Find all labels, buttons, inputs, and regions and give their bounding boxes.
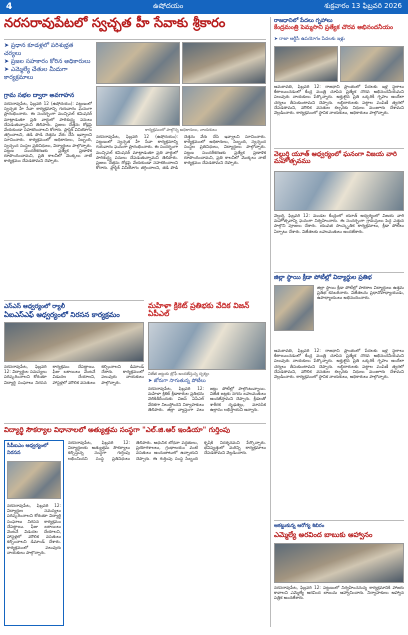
side-low-photo (274, 285, 314, 331)
bottom-left-photo (7, 461, 61, 499)
main-body-col1: నరసరావుపేట, ఫిబ్రవరి 12 (ఉషోదయం): పట్టణంలో స్వచ్ఛత హీ సేవా కార్యక్రమాన్ని గురువారం ఘనంగా ప్రారంభించారు. ఈ సందర్భంగా మున్సిపల్ కమిషనర్ మాట్లాడుతూ ప్రతి వార్డులో పారిశుద్ధ్య పనులు చేపడుతున్నామని తెలిపారు. ప్రజలు చెత్తను రోడ్లపై వేయకుండా సహకరించాలని కోరారు. ప్లాస్టిక్ వినియోగం తగ్గించాలని, తడి పొడి చెత్తను వేరు చేసి ఇవ్వాలని సూచించారు. కార్యక్రమంలో అధికారులు, సిబ్బంది, స్వచ్ఛంద సంస్థల ప్రతినిధులు, విద్యార్థులు పాల్గొన్నారు. పట్టణ సుందరీకరణకు ప్రత్యేక ప్రణాళిక రూపొందించామని, ప్రతి కాలనీలో మొక్కలు నాటే కార్యక్రమం చేపడతామని చెప్పారు. (4, 101, 92, 164)
side-low-headline: జిల్లా స్థాయి క్రీడా పోటీల్లో విద్యార్థుల ప్రతిభ (274, 274, 372, 281)
main-photo-2 (182, 42, 266, 84)
side-mid-photo (274, 171, 404, 211)
divider (4, 300, 144, 301)
main-bullet: ➤ ప్రధాన కూడళ్లలో పరిశుభ్రత చర్యలు (4, 42, 74, 57)
side-top-photo-1 (274, 46, 338, 82)
bottom-headline: విద్యార్థి సౌకర్యాల విధానాలలో అత్యుత్తమ సంస్థగా "ఎల్.జి.ఆర్ ఇండియా" గుర్తింపు (4, 425, 230, 434)
main-photo-4 (182, 86, 266, 126)
divider (4, 423, 266, 424)
side-bottom-body: నరసరావుపేట, ఫిబ్రవరి 12: పట్టణంలో నిర్వహించనున్న కార్యక్రమానికి హాజరు కావాలని ఎమ్మెల్యే అరవింద బాబును ఆహ్వానించారు. నిర్వాహకులు ఆహ్వాన పత్రిక అందజేశారు. (274, 585, 404, 601)
bottom-left-box-title: సీపీఐఎం ఆధ్వర్యంలో నిరసన (7, 443, 49, 456)
cricket-caption: విజేత జట్టుకు ట్రోఫీ అందజేస్తున్న దృశ్యం (148, 371, 210, 376)
left-mid-photo (4, 322, 144, 362)
date-line: శుక్రవారం 13 ఫిబ్రవరి 2026 (324, 2, 402, 10)
column-divider (270, 17, 271, 627)
cricket-photo (148, 322, 266, 370)
main-bullets (4, 42, 92, 90)
divider (274, 272, 404, 273)
side-top-photo-2 (340, 46, 404, 82)
side-top-headline: కేంద్రమంత్రి పెమ్మసాని ప్రత్యేక చొరవ అభినందనీయం (274, 24, 394, 31)
main-headline: నరసరావుపేటలో స్వచ్ఛత హీ సేవాకు శ్రీకారం (4, 16, 226, 31)
main-photo-1 (96, 42, 180, 84)
bottom-body: నరసరావుపేట, ఫిబ్రవరి 12: విద్యార్థులకు అత్యుత్తమ సౌకర్యాలు కల్పిస్తున్న సంస్థగా గుర్తింపు లభించిందని సంస్థ ప్రతినిధులు తెలిపారు. ఆధునిక బోధనా పద్ధతులు, ప్రయోగశాలలు, గ్రంథాలయం వంటి వసతులు అందుబాటులో ఉన్నాయని చెప్పారు. ఈ గుర్తింపు సంస్థ సిబ్బంది కృషికి నిదర్శనమని పేర్కొన్నారు. భవిష్యత్తులో మరిన్ని కార్యక్రమాలు చేపడతామని వెల్లడించారు. (68, 440, 266, 461)
side-top-kicker: రాజధానిలో పేదలు గృహాలు (274, 18, 333, 24)
cricket-headline: మహిళా క్రికెట్ ప్రతిభకు వేదిక విజన్ ఏపీఎల్ (148, 301, 250, 319)
masthead: ఉషోదయం (153, 2, 184, 10)
left-mid-headline: ఏఐఎస్ఎఫ్ ఆధ్వర్యంలో నిరసన కార్యక్రమం (4, 310, 120, 319)
bottom-left-body: నరసరావుపేట, ఫిబ్రవరి 12: విద్యార్థుల సమస్యలు పరిష్కరించాలని కోరుతూ విద్యార్థి సంఘాలు నిరసన కార్యక్రమం చేపట్టాయి. ఫీజు బకాయిలు వెంటనే విడుదల చేయాలని, హాస్టళ్లలో మౌలిక వసతులు కల్పించాలని డిమాండ్ చేశారు. కార్యక్రమంలో పలువురు నాయకులు పాల్గొన్నారు. (7, 503, 61, 555)
cricket-sub: ➤ జోరుగా సాగుతున్న పోటీలు (148, 378, 206, 384)
side-top-body: అమరావతి, ఫిబ్రవరి 12: రాజధాని ప్రాంతంలో పేదలకు ఇళ్ల స్థలాలు కేటాయించడంలో కేంద్ర మంత్రి చూపిన ప్రత్యేక చొరవ అభినందనీయమని పలువురు నాయకులు పేర్కొన్నారు. అర్హులైన ప్రతి ఒక్కరికీ గృహం అందేలా చర్యలు తీసుకుంటామని చెప్పారు. లబ్ధిదారులకు పట్టాల పంపిణీ త్వరలో చేపడతామని, మౌలిక వసతుల కల్పనకు నిధులు మంజూరు చేశామని వెల్లడించారు. కార్యక్రమంలో స్థానిక నాయకులు, అధికారులు పాల్గొన్నారు. (274, 84, 404, 116)
main-photo-caption: కార్యక్రమంలో పాల్గొన్న అధికారులు, నాయకులు (145, 127, 217, 132)
main-subheading: గ్రామ సభల ద్వారా అవగాహన (4, 92, 75, 99)
side-top-byline: ➤ రాజా ఆర్టీసీ ఉపయోగం పేదలకు ఇళ్లు (274, 37, 345, 42)
top-bar (0, 0, 408, 14)
side-bottom-kicker: ఆకట్టుకున్న ఆరోగ్య శిబిరం (274, 523, 325, 529)
side-bottom-headline: ఎమ్మెల్యే అరవింద బాబుకు ఆహ్వానం (274, 530, 373, 539)
divider (274, 148, 404, 149)
left-mid-kicker: ఎస్ఎ‌స్ ఆధ్వర్యంలో ర్యాలీ (4, 303, 66, 310)
side-bottom-photo (274, 543, 404, 583)
left-mid-body: నరసరావుపేట, ఫిబ్రవరి 12: విద్యార్థుల సమస్యలు పరిష్కరించాలని కోరుతూ విద్యార్థి సంఘాలు నిరసన కార్యక్రమం చేపట్టాయి. ఫీజు బకాయిలు వెంటనే విడుదల చేయాలని, హాస్టళ్లలో మౌలిక వసతులు కల్పించాలని డిమాండ్ చేశారు. కార్యక్రమంలో పలువురు నాయకులు పాల్గొన్నారు. (4, 364, 144, 385)
main-body-cols: నరసరావుపేట, ఫిబ్రవరి 12 (ఉషోదయం): పట్టణంలో స్వచ్ఛత హీ సేవా కార్యక్రమాన్ని గురువారం ఘనంగా ప్రారంభించారు. ఈ సందర్భంగా మున్సిపల్ కమిషనర్ మాట్లాడుతూ ప్రతి వార్డులో పారిశుద్ధ్య పనులు చేపడుతున్నామని తెలిపారు. ప్రజలు చెత్తను రోడ్లపై వేయకుండా సహకరించాలని కోరారు. ప్లాస్టిక్ వినియోగం తగ్గించాలని, తడి పొడి చెత్తను వేరు చేసి ఇవ్వాలని సూచించారు. కార్యక్రమంలో అధికారులు, సిబ్బంది, స్వచ్ఛంద సంస్థల ప్రతినిధులు, విద్యార్థులు పాల్గొన్నారు. పట్టణ సుందరీకరణకు ప్రత్యేక ప్రణాళిక రూపొందించామని, ప్రతి కాలనీలో మొక్కలు నాటే కార్యక్రమం చేపడతామని చెప్పారు. (96, 134, 266, 171)
side-low-body: జిల్లా స్థాయి క్రీడా పోటీల్లో పాఠశాల విద్యార్థులు ఉత్తమ ప్రతిభ కనబరిచారు. విజేతలను ప్రధానోపాధ్యాయుడు, ఉపాధ్యాయులు అభినందించారు. (317, 285, 404, 301)
side-mid-headline: వెల్దుర్తి యూత్ ఆధ్వర్యంలో ఘనంగా విజయ వారి మహోత్సవము (274, 150, 397, 166)
main-bullet: ➤ ఎమ్మెల్యే చేతుల మీదుగా కార్యక్రమాలు (4, 66, 68, 81)
divider (4, 39, 266, 40)
divider (274, 520, 404, 521)
page-number: 4 (6, 2, 13, 12)
main-bullet: ➤ ప్రజల సహకారం కోరిన అధికారులు (4, 58, 91, 65)
main-photo-3 (96, 86, 180, 126)
side-mid-body: వెల్దుర్తి, ఫిబ్రవరి 12: మండల కేంద్రంలో యూత్ ఆధ్వర్యంలో విజయ వారి మహోత్సవాన్ని ఘనంగా నిర్వహించారు. ఈ సందర్భంగా గ్రామస్తులు పెద్ద ఎత్తున పాల్గొని పూజలు చేశారు. యువత సాంస్కృతిక కార్యక్రమాలు, క్రీడా పోటీలు ఏర్పాటు చేశారు. విజేతలకు బహుమతులు అందజేశారు. (274, 213, 404, 234)
bottom-left-box (4, 440, 64, 626)
cricket-body: నరసరావుపేట, ఫిబ్రవరి 12: మహిళా క్రికెట్ క్రీడాకారుల ప్రతిభను వెలికితీసేందుకు విజన్ ఏపీఎల్ వేదికగా నిలుస్తోందని నిర్వాహకులు తెలిపారు. జిల్లా వ్యాప్తంగా పలు జట్లు పోటీల్లో పాల్గొంటున్నాయి. విజేత జట్లకు నగదు బహుమతులు అందజేస్తామని చెప్పారు. క్రీడలతో శారీరక దృఢత్వం, మానసిక ఉల్లాసం లభిస్తాయని అన్నారు. (148, 386, 266, 412)
side-low-body-cont: అమరావతి, ఫిబ్రవరి 12: రాజధాని ప్రాంతంలో పేదలకు ఇళ్ల స్థలాలు కేటాయించడంలో కేంద్ర మంత్రి చూపిన ప్రత్యేక చొరవ అభినందనీయమని పలువురు నాయకులు పేర్కొన్నారు. అర్హులైన ప్రతి ఒక్కరికీ గృహం అందేలా చర్యలు తీసుకుంటామని చెప్పారు. లబ్ధిదారులకు పట్టాల పంపిణీ త్వరలో చేపడతామని, మౌలిక వసతుల కల్పనకు నిధులు మంజూరు చేశామని వెల్లడించారు. కార్యక్రమంలో స్థానిక నాయకులు, అధికారులు పాల్గొన్నారు. (274, 348, 404, 380)
